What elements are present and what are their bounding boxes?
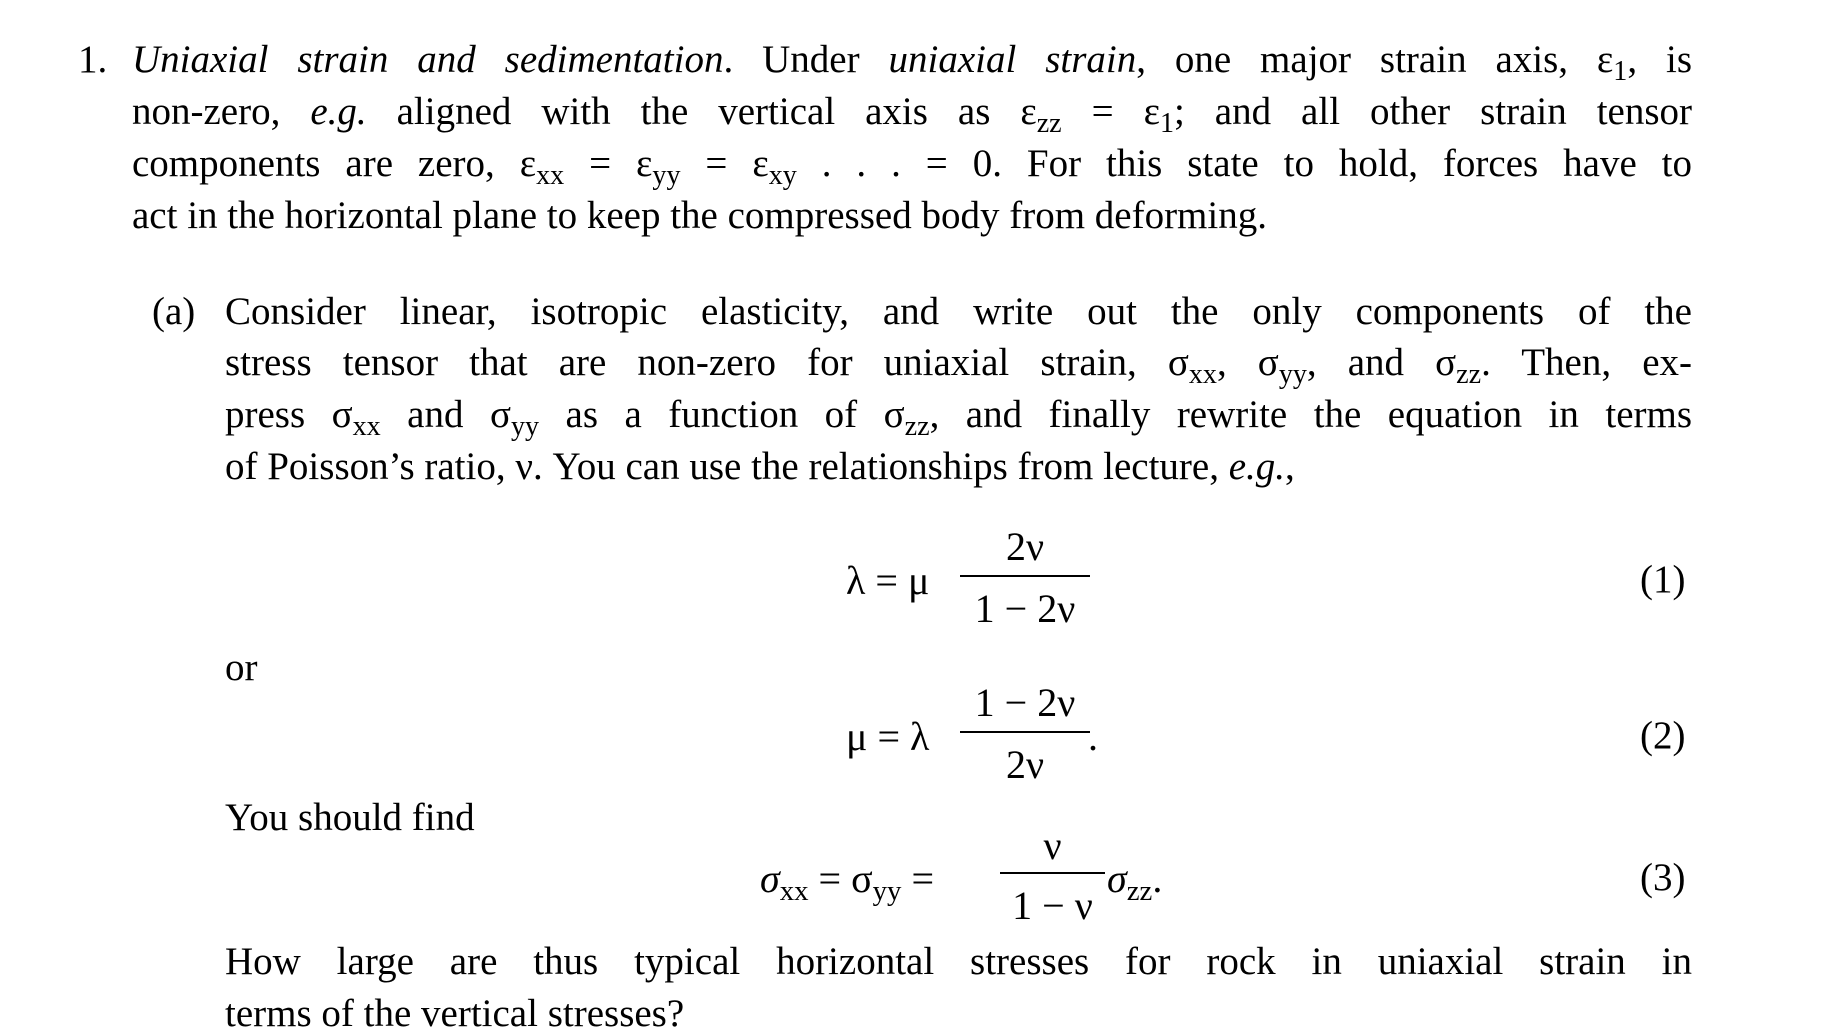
problem-title: Uniaxial strain and sedimentation — [132, 38, 724, 81]
eq3-tail: $\sigma_{zz}$. — [1107, 856, 1163, 908]
eq1-denominator: 1 − 2ν — [974, 586, 1076, 631]
eq2-number: (2) — [1640, 714, 1686, 757]
problem-line-4: act in the horizontal plane to keep the compressed body from deforming. — [132, 194, 1267, 237]
problem-number: 1. — [78, 38, 108, 81]
find-text: You should find — [225, 796, 475, 839]
eq1-number: (1) — [1640, 558, 1686, 601]
part-a-line-2: stress tensor that are non-zero for uniaxial strain, $\sigma_{xx}$, $\sigma_{yy}$, and $\sigma_{zz}$. Then, ex- — [225, 341, 1692, 390]
eq3-lhs: $\sigma_{xx} = \sigma_{yy}$ = — [760, 856, 935, 908]
eq2-denominator: 2ν — [1005, 742, 1045, 787]
eq3-number: (3) — [1640, 856, 1686, 899]
eq2-numerator: 1 − 2ν — [974, 680, 1076, 725]
eq3-fraction-bar — [1000, 872, 1105, 874]
question-line-2: terms of the vertical stresses? — [225, 992, 685, 1035]
eq2-tail: . — [1088, 714, 1098, 759]
part-a-line-4: of Poisson’s ratio, ν. You can use the relationships from lecture, e.g., — [225, 445, 1295, 488]
problem-line-1: Uniaxial strain and sedimentation. Under uniaxial strain, one major strain axis, $\varepsilon_1$, is — [132, 38, 1692, 87]
eq3-denominator: 1 − ν — [1012, 883, 1093, 928]
part-a-line-1: Consider linear, isotropic elasticity, and write out the only components of the — [225, 290, 1692, 333]
part-a-label: (a) — [152, 290, 196, 333]
problem-line-2: non-zero, e.g. aligned with the vertical axis as $\varepsilon_{zz} = \varepsilon_1$; and all other strain tensor — [132, 90, 1693, 139]
or-text: or — [225, 646, 258, 689]
question-line-1: How large are thus typical horizontal stresses for rock in uniaxial strain in — [225, 940, 1692, 983]
eq2-fraction-bar — [960, 731, 1090, 733]
eq1-numerator: 2ν — [1005, 524, 1045, 569]
eq1-lhs: λ = μ — [846, 558, 930, 603]
part-a-line-3: press $\sigma_{xx}$ and $\sigma_{yy}$ as a function of $\sigma_{zz}$, and finally rewrite the equation in terms — [225, 393, 1692, 442]
problem-line-3: components are zero, $\varepsilon_{xx} = \varepsilon_{yy} = \varepsilon_{xy}$ . . . = 0. For this state to hold, forces have to — [132, 142, 1693, 191]
eq3-numerator: ν — [1043, 823, 1062, 868]
eq2-lhs: μ = λ — [846, 714, 930, 759]
eq1-fraction-bar — [960, 575, 1090, 577]
